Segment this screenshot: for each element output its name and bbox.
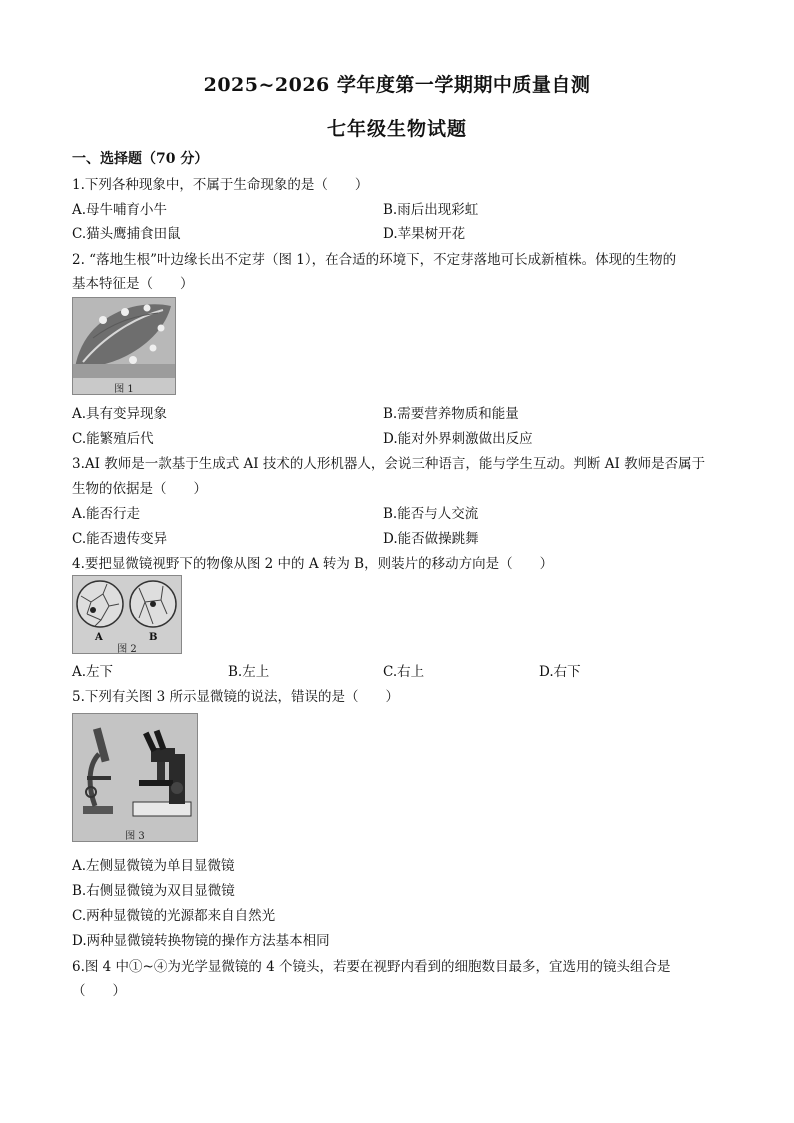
question-1-option-b: B.雨后出现彩虹 [383, 202, 479, 218]
question-2-option-b: B.需要营养物质和能量 [383, 406, 519, 422]
figure-2-caption: 图 2 [117, 644, 137, 654]
question-4-option-d: D.右下 [539, 664, 581, 680]
question-6-stem-line1: 6.图 4 中①~④为光学显微镜的 4 个镜头，若要在视野内看到的细胞数目最多，宜选用的镜头组合是 [72, 959, 671, 975]
question-4-option-c: C.右上 [383, 664, 425, 680]
question-1-option-c: C.猫头鹰捕食田鼠 [72, 226, 181, 242]
question-2-stem-line1: 2. “落地生根”叶边缘长出不定芽（图 1），在合适的环境下，不定芽落地可长成新植株。体现的生物的 [72, 252, 677, 268]
question-6-stem-line2: （ ） [72, 983, 126, 999]
question-5-option-a: A.左侧显微镜为单目显微镜 [72, 858, 235, 874]
figure-2-microscope-fields [72, 575, 182, 654]
question-3-option-b: B.能否与人交流 [383, 506, 479, 522]
question-1-option-a: A.母牛哺育小牛 [72, 202, 168, 218]
question-5-stem: 5.下列有关图 3 所示显微镜的说法，错误的是（ ） [72, 689, 400, 705]
question-1-stem: 1.下列各种现象中，不属于生命现象的是（ ） [72, 177, 369, 193]
question-4-stem: 4.要把显微镜视野下的物像从图 2 中的 A 转为 B，则装片的移动方向是（ ） [72, 556, 554, 572]
question-3-option-d: D.能否做操跳舞 [383, 531, 479, 547]
question-3-option-c: C.能否遗传变异 [72, 531, 168, 547]
exam-title: 2025~2026 学年度第一学期期中质量自测 [203, 74, 591, 96]
figure-1-leaf-photo [72, 297, 176, 395]
question-2-option-c: C.能繁殖后代 [72, 431, 154, 447]
question-2-option-a: A.具有变异现象 [72, 406, 168, 422]
figure-2-label-a: A [95, 632, 103, 643]
figure-3-caption: 图 3 [125, 831, 145, 842]
exam-subtitle: 七年级生物试题 [326, 118, 467, 140]
question-4-option-b: B.左上 [228, 664, 270, 680]
question-2-stem-line2: 基本特征是（ ） [72, 276, 194, 292]
figure-3-microscopes-photo [72, 713, 198, 842]
question-4-option-a: A.左下 [72, 664, 114, 680]
question-3-option-a: A.能否行走 [72, 506, 141, 522]
question-1-option-d: D.苹果树开花 [383, 226, 466, 242]
question-5-option-b: B.右侧显微镜为双目显微镜 [72, 883, 235, 899]
figure-1-caption: 图 1 [114, 384, 134, 395]
section-heading-choice: 一、选择题（70 分） [72, 151, 209, 167]
question-5-option-d: D.两种显微镜转换物镜的操作方法基本相同 [72, 933, 330, 949]
question-3-stem-line2: 生物的依据是（ ） [72, 481, 207, 497]
question-5-option-c: C.两种显微镜的光源都来自自然光 [72, 908, 276, 924]
question-2-option-d: D.能对外界刺激做出反应 [383, 431, 533, 447]
question-3-stem-line1: 3.AI 教师是一款基于生成式 AI 技术的人形机器人，会说三种语言，能与学生互动。判断 AI 教师是否属于 [72, 456, 706, 472]
figure-2-label-b: B [149, 632, 158, 643]
